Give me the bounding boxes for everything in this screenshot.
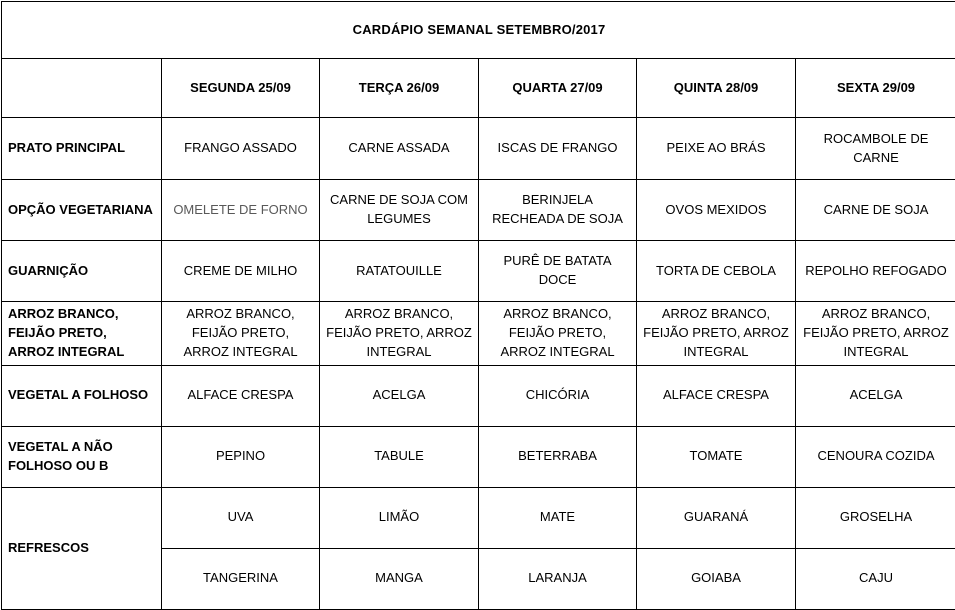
corner-cell: [2, 59, 162, 118]
menu-cell: PURÊ DE BATATA DOCE: [479, 241, 637, 302]
column-header-sexta: SEXTA 29/09: [796, 59, 955, 118]
table-row-opcao-vegetariana: [2, 180, 955, 241]
row-label: VEGETAL A FOLHOSO: [2, 365, 162, 426]
menu-cell: TABULE: [320, 426, 479, 487]
menu-cell: CARNE DE SOJA: [796, 180, 955, 241]
menu-cell: ROCAMBOLE DE CARNE: [796, 118, 955, 180]
row-label: REFRESCOS: [2, 487, 162, 609]
menu-cell: CARNE ASSADA: [320, 118, 479, 180]
menu-cell: UVA: [162, 487, 320, 548]
menu-cell: REPOLHO REFOGADO: [796, 241, 955, 302]
menu-cell: LIMÃO: [320, 487, 479, 548]
menu-cell: FRANGO ASSADO: [162, 118, 320, 180]
menu-cell: GOIABA: [637, 548, 796, 609]
menu-cell: TANGERINA: [162, 548, 320, 609]
menu-cell: ARROZ BRANCO, FEIJÃO PRETO, ARROZ INTEGRAL: [320, 302, 479, 366]
menu-cell: BERINJELA RECHEADA DE SOJA: [479, 180, 637, 241]
table-row-vegetal-nao-folhoso: [2, 426, 955, 487]
table-row-vegetal-folhoso: [2, 365, 955, 426]
column-header-quinta: QUINTA 28/09: [637, 59, 796, 118]
menu-cell: RATATOUILLE: [320, 241, 479, 302]
menu-cell: OVOS MEXIDOS: [637, 180, 796, 241]
menu-cell: ACELGA: [796, 365, 955, 426]
menu-cell: ARROZ BRANCO, FEIJÃO PRETO, ARROZ INTEGRAL: [479, 302, 637, 366]
table-row-guarnicao: [2, 241, 955, 302]
title-row: [2, 2, 955, 59]
menu-cell: BETERRABA: [479, 426, 637, 487]
menu-cell: ALFACE CRESPA: [637, 365, 796, 426]
menu-cell: CARNE DE SOJA COM LEGUMES: [320, 180, 479, 241]
table-row-arroz-feijao: [2, 302, 955, 366]
menu-cell: TORTA DE CEBOLA: [637, 241, 796, 302]
column-header-quarta: QUARTA 27/09: [479, 59, 637, 118]
menu-cell: PEPINO: [162, 426, 320, 487]
menu-cell: TOMATE: [637, 426, 796, 487]
menu-cell: ARROZ BRANCO, FEIJÃO PRETO, ARROZ INTEGRAL: [162, 302, 320, 366]
header-row: [2, 59, 955, 118]
menu-cell: LARANJA: [479, 548, 637, 609]
menu-cell: OMELETE DE FORNO: [162, 180, 320, 241]
column-header-terca: TERÇA 26/09: [320, 59, 479, 118]
table-row-prato-principal: [2, 118, 955, 180]
table-title: CARDÁPIO SEMANAL SETEMBRO/2017: [2, 2, 955, 59]
menu-cell: ACELGA: [320, 365, 479, 426]
menu-cell: CREME DE MILHO: [162, 241, 320, 302]
row-label: VEGETAL A NÃO FOLHOSO OU B: [2, 426, 162, 487]
menu-cell: CAJU: [796, 548, 955, 609]
row-label: OPÇÃO VEGETARIANA: [2, 180, 162, 241]
menu-cell: GROSELHA: [796, 487, 955, 548]
menu-cell: PEIXE AO BRÁS: [637, 118, 796, 180]
menu-cell: ISCAS DE FRANGO: [479, 118, 637, 180]
row-label: ARROZ BRANCO, FEIJÃO PRETO, ARROZ INTEGRAL: [2, 302, 162, 366]
menu-cell: ARROZ BRANCO, FEIJÃO PRETO, ARROZ INTEGRAL: [637, 302, 796, 366]
weekly-menu-table: [1, 1, 955, 610]
menu-cell: CENOURA COZIDA: [796, 426, 955, 487]
row-label: PRATO PRINCIPAL: [2, 118, 162, 180]
menu-cell: GUARANÁ: [637, 487, 796, 548]
menu-cell: MATE: [479, 487, 637, 548]
table-row-refrescos-1: [2, 487, 955, 548]
menu-cell: CHICÓRIA: [479, 365, 637, 426]
menu-cell: ARROZ BRANCO, FEIJÃO PRETO, ARROZ INTEGRAL: [796, 302, 955, 366]
row-label: GUARNIÇÃO: [2, 241, 162, 302]
menu-cell: MANGA: [320, 548, 479, 609]
menu-cell: ALFACE CRESPA: [162, 365, 320, 426]
column-header-segunda: SEGUNDA 25/09: [162, 59, 320, 118]
